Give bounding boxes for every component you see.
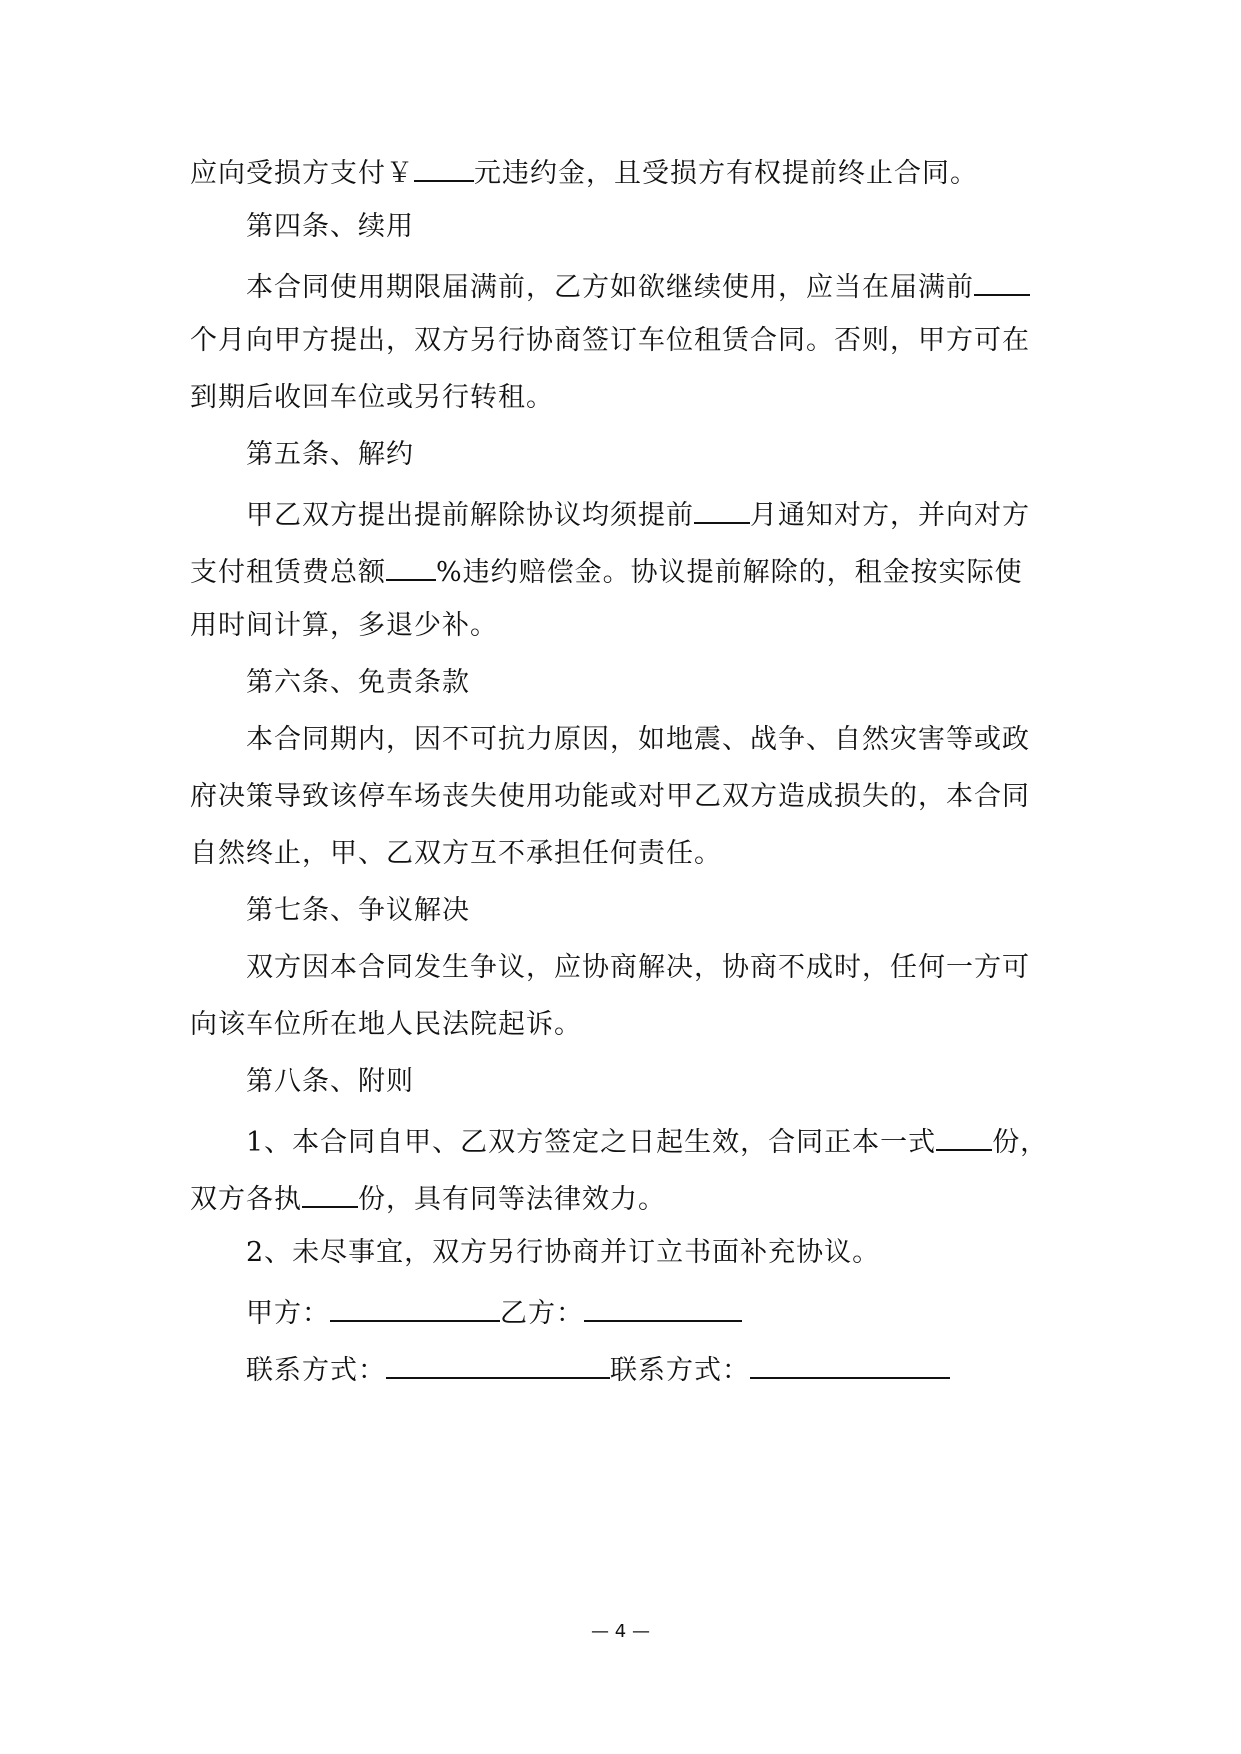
text: 双方各执 (190, 1184, 302, 1215)
paragraph-line (246, 492, 1030, 536)
article-6-heading: 第六条、免责条款 (246, 667, 470, 698)
paragraph-line: 个月向甲方提出，双方另行协商签订车位租赁合同。否则，甲方可在 (190, 325, 1030, 356)
paragraph-line: 双方因本合同发生争议，应协商解决，协商不成时，任何一方可 (246, 952, 1030, 983)
paragraph-line: 自然终止，甲、乙双方互不承担任何责任。 (190, 838, 722, 869)
party-b-label: 乙方： (500, 1298, 584, 1329)
fill-blank (386, 549, 436, 581)
text: 份， (992, 1127, 1049, 1158)
text: 应向受损方支付￥ (190, 158, 414, 189)
fill-blank (974, 264, 1030, 296)
text: 1、本合同自甲、乙双方签定之日起生效，合同正本一式 (246, 1127, 937, 1158)
article-5-heading: 第五条、解约 (246, 439, 414, 470)
text: 支付租赁费总额 (190, 557, 386, 588)
paragraph-line: 府决策导致该停车场丧失使用功能或对甲乙双方造成损失的，本合同 (190, 781, 1030, 812)
fill-blank (302, 1176, 358, 1208)
contact-b-blank (750, 1347, 950, 1379)
party-a-blank (330, 1290, 500, 1322)
text: 月通知对方，并向对方 (750, 500, 1030, 531)
page-number: — 4 — (591, 1621, 650, 1642)
paragraph-line (190, 1176, 666, 1220)
party-a-label: 甲方： (246, 1298, 330, 1329)
paragraph-line (246, 1119, 1048, 1163)
text: %违约赔偿金。协议提前解除的，租金按实际使 (436, 557, 1023, 588)
paragraph-line (190, 549, 1023, 593)
contact-b-label: 联系方式： (610, 1355, 750, 1386)
contact-a-blank (386, 1347, 610, 1379)
contact-line (246, 1347, 950, 1391)
party-b-blank (584, 1290, 742, 1322)
paragraph-line (246, 264, 1030, 308)
article-4-heading: 第四条、续用 (246, 211, 414, 242)
signature-party-line (246, 1290, 742, 1334)
paragraph-line: 2、未尽事宜，双方另行协商并订立书面补充协议。 (246, 1237, 881, 1268)
text: 元违约金，且受损方有权提前终止合同。 (474, 158, 978, 189)
paragraph-line: 本合同期内，因不可抗力原因，如地震、战争、自然灾害等或政 (246, 724, 1030, 755)
text: 本合同使用期限届满前，乙方如欲继续使用，应当在届满前 (246, 272, 974, 303)
fill-blank (414, 150, 474, 182)
paragraph-line (190, 150, 978, 194)
fill-blank (694, 492, 750, 524)
text: 甲乙双方提出提前解除协议均须提前 (246, 500, 694, 531)
contact-a-label: 联系方式： (246, 1355, 386, 1386)
article-7-heading: 第七条、争议解决 (246, 895, 470, 926)
text: 份，具有同等法律效力。 (358, 1184, 666, 1215)
fill-blank (936, 1119, 992, 1151)
paragraph-line: 向该车位所在地人民法院起诉。 (190, 1009, 582, 1040)
paragraph-line: 到期后收回车位或另行转租。 (190, 382, 554, 413)
article-8-heading: 第八条、附则 (246, 1066, 414, 1097)
paragraph-line: 用时间计算，多退少补。 (190, 610, 498, 641)
